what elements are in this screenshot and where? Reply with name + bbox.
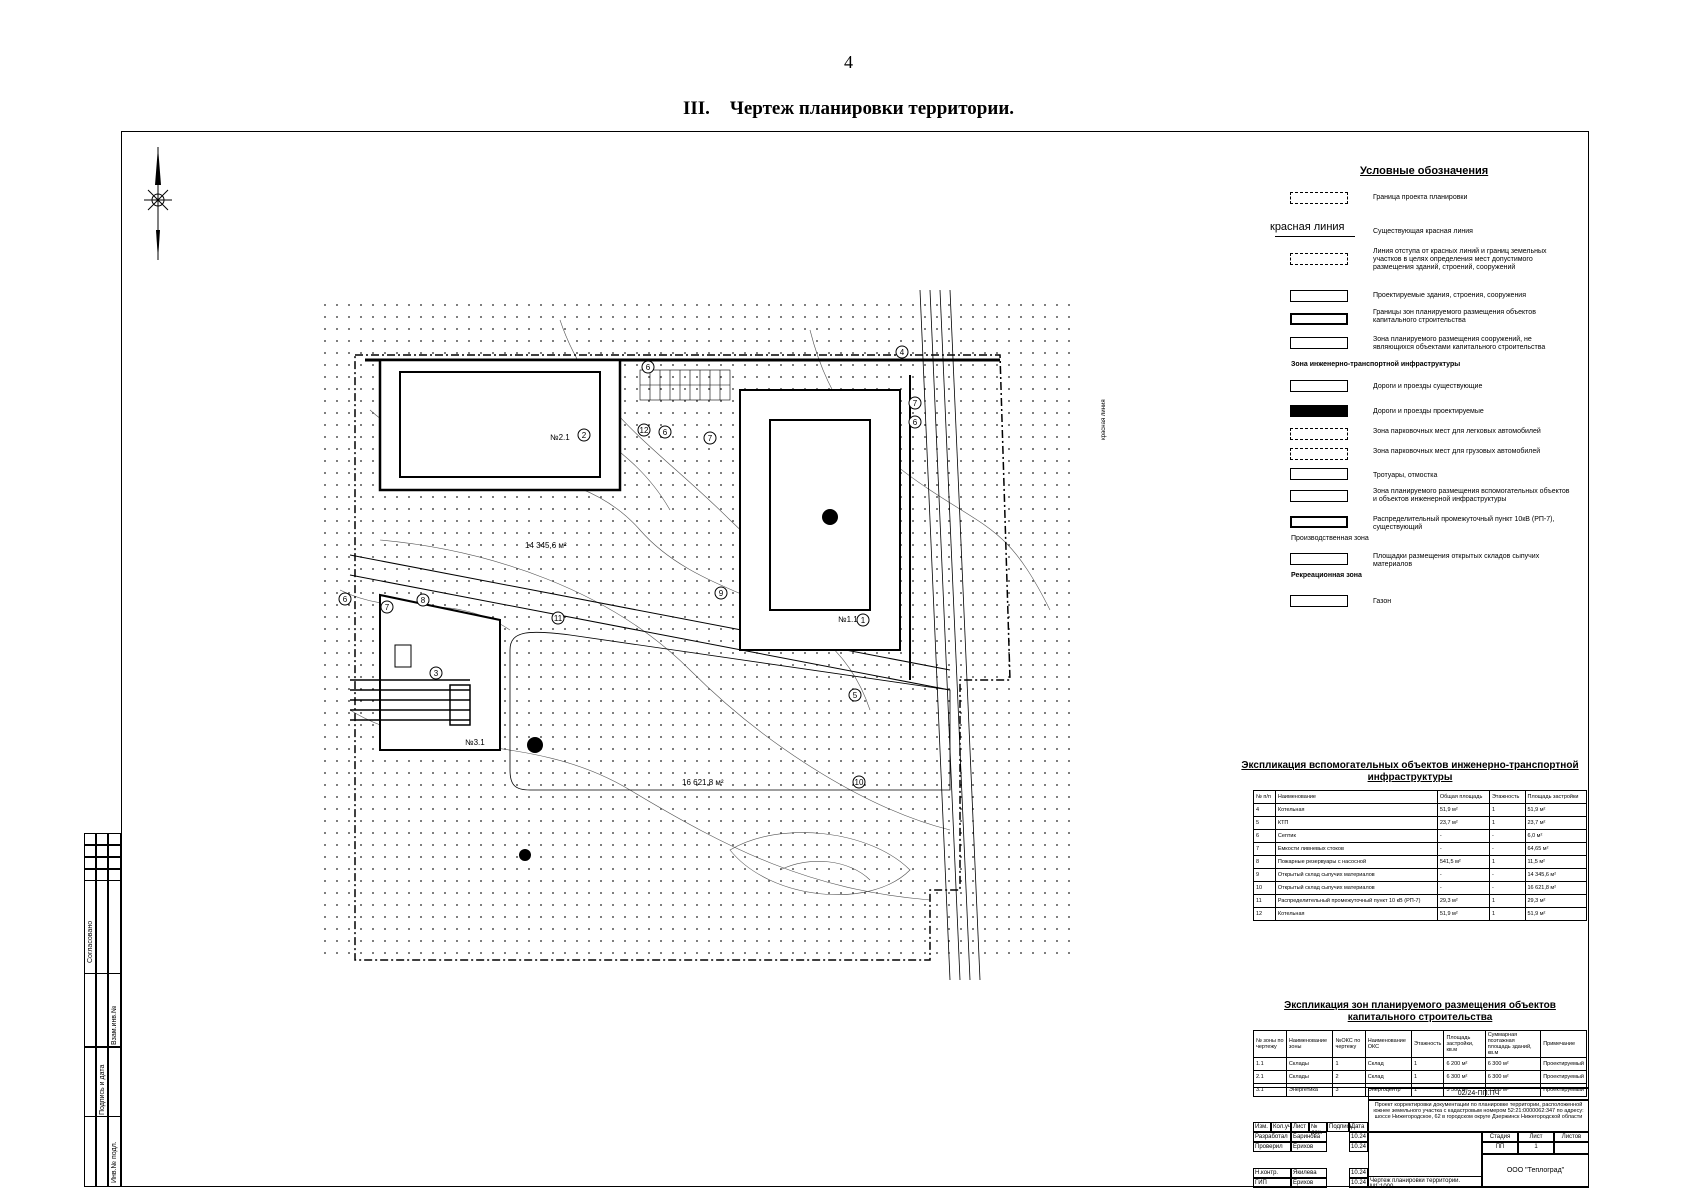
zone-label-3: №3.1 — [465, 738, 485, 747]
table-row — [1254, 804, 1587, 817]
marker-12: 12 — [639, 426, 649, 435]
legend-symbol-boundary — [1290, 192, 1348, 204]
left-approval-strip — [84, 833, 121, 1187]
stamp-date: 10.24 — [1351, 1170, 1367, 1176]
table-cell: - — [1489, 869, 1525, 882]
table-cell: 9 — [1254, 869, 1276, 882]
legend-item: Граница проекта планировки — [1373, 194, 1468, 201]
table-cell: 10 — [1254, 882, 1276, 895]
stamp-date: 10.24 — [1351, 1180, 1367, 1186]
aux-table-title: Экспликация вспомогательных объектов инженерно-транспортной инфраструктуры — [1241, 760, 1579, 783]
table-cell: - — [1489, 830, 1525, 843]
legend-item: Дороги и проезды существующие — [1373, 383, 1483, 390]
table-cell: 1 — [1489, 817, 1525, 830]
legend-symbol-parking-trucks — [1290, 448, 1348, 460]
table-cell: 3.1 — [1254, 1084, 1287, 1097]
col-header: Наименование зоны — [1286, 1031, 1333, 1058]
marker-6c: 6 — [662, 428, 668, 437]
page-title — [0, 98, 1697, 120]
table-header-row — [1254, 1031, 1587, 1058]
table-cell: - — [1437, 869, 1489, 882]
legend-symbol-structures — [1290, 337, 1348, 349]
marker-7a: 7 — [912, 399, 918, 408]
legend-item: Проектируемые здания, строения, сооружения — [1373, 292, 1527, 299]
col-header: Этажность — [1412, 1031, 1444, 1058]
table-cell: 6 200 м² — [1444, 1058, 1485, 1071]
table-cell: Склад — [1365, 1071, 1411, 1084]
stamp-col: Дата — [1349, 1122, 1368, 1132]
table-cell: 51,9 м² — [1437, 804, 1489, 817]
table-cell: 6 300 м² — [1444, 1071, 1485, 1084]
stamp-stage-label: Стадия — [1482, 1132, 1518, 1142]
col-header: Площадь застройки, кв.м — [1444, 1031, 1485, 1058]
table-cell: - — [1489, 882, 1525, 895]
table-cell: Септик — [1275, 830, 1437, 843]
legend-symbol-lawn — [1290, 595, 1348, 607]
legend-header-infra: Зона инженерно-транспортной инфраструктуры — [1291, 361, 1461, 368]
marker-8: 8 — [420, 596, 426, 605]
table-cell: 1.1 — [1254, 1058, 1287, 1071]
legend-item: Газон — [1373, 598, 1392, 605]
legend-symbol-open-storage — [1290, 553, 1348, 565]
table-cell: 1 — [1489, 908, 1525, 921]
marker-4: 4 — [899, 348, 905, 357]
col-header: № п/п — [1254, 791, 1276, 804]
table-cell: Пожарные резервуары с насосной — [1275, 856, 1437, 869]
col-header: Наименование ОКС — [1365, 1031, 1411, 1058]
stamp-role: Проверил — [1253, 1142, 1291, 1152]
table-cell: Проектируемый — [1541, 1071, 1587, 1084]
table-cell: 1 — [1489, 856, 1525, 869]
table-cell: 23,7 м² — [1525, 817, 1587, 830]
legend-item: Зона планируемого размещения сооружений, не являющихся объектами капитального строительства — [1373, 336, 1546, 351]
col-header: Примечание — [1541, 1031, 1587, 1058]
table-cell: Проектируемый — [1541, 1084, 1587, 1097]
table-cell: Склады — [1286, 1058, 1333, 1071]
table-cell: 6 — [1254, 830, 1276, 843]
table-cell: 29,3 м² — [1525, 895, 1587, 908]
page-number: 4 — [844, 52, 853, 72]
legend-symbol-sidewalks — [1290, 468, 1348, 480]
stamp-sheet: 1 — [1518, 1142, 1554, 1154]
strip-label-agreed: Согласовано — [87, 920, 94, 963]
legend-item: Зона парковочных мест для легковых автомобилей — [1373, 428, 1541, 435]
stamp-project: Проект корректировки документации по планировке территории, расположенной южнее земельного участка с кадастровым номером 52:21:0000062:347 по адресу: шоссе Нижегородское, 62 в городском округе Дзержинск Нижегородской области — [1368, 1100, 1589, 1132]
table-row — [1254, 1058, 1587, 1071]
legend-symbol-rp7 — [1290, 516, 1348, 528]
table-cell: Склады — [1286, 1071, 1333, 1084]
legend-symbol-zones — [1290, 313, 1348, 325]
table-cell: 1 — [1489, 895, 1525, 908]
legend-item: Зона парковочных мест для грузовых автомобилей — [1373, 448, 1541, 455]
table-row — [1254, 830, 1587, 843]
table-cell: Склад — [1365, 1058, 1411, 1071]
table-cell: Энергоцентр — [1365, 1084, 1411, 1097]
title-block — [1253, 1087, 1589, 1188]
legend-item: Площадки размещения открытых складов сыпучих материалов — [1373, 553, 1540, 568]
table-row — [1254, 869, 1587, 882]
stamp-col: Кол.уч. — [1273, 1124, 1293, 1130]
table-row — [1254, 1071, 1587, 1084]
legend-item: Распределительный промежуточный пункт 10кВ (РП-7), существующий — [1373, 516, 1555, 531]
marker-2: 2 — [581, 431, 587, 440]
stamp-col: Изм. — [1253, 1122, 1271, 1132]
table-row — [1254, 856, 1587, 869]
table-cell: 1 — [1412, 1058, 1444, 1071]
marker-7c: 7 — [384, 603, 390, 612]
table-cell: 6 300 м² — [1485, 1071, 1541, 1084]
marker-1: 1 — [860, 616, 866, 625]
legend-symbol-projected-roads — [1290, 405, 1348, 417]
stamp-col: Лист — [1291, 1122, 1309, 1132]
legend-symbol-parking-cars — [1290, 428, 1348, 440]
legend-item: Зона планируемого размещения вспомогательных объектов и объектов инженерной инфраструктуры — [1373, 488, 1570, 503]
table-cell: Котельная — [1275, 804, 1437, 817]
table-header-row — [1254, 791, 1587, 804]
marker-6d: 6 — [342, 595, 348, 604]
section-number: III. — [682, 98, 710, 119]
col-header: Суммарная поэтажная площадь зданий, кв.м — [1485, 1031, 1541, 1058]
col-header: № зоны по чертежу — [1254, 1031, 1287, 1058]
table-cell: 6,0 м² — [1525, 830, 1587, 843]
plan-red-line-label: красная линия — [1101, 399, 1107, 440]
legend-red-line-stroke — [1275, 236, 1355, 237]
col-header: Площадь застройки — [1525, 791, 1587, 804]
legend-header-recreation: Рекреационная зона — [1291, 572, 1362, 579]
table-cell: 7 — [1254, 843, 1276, 856]
stamp-date: 10.24 — [1351, 1144, 1367, 1150]
table-cell: 11 — [1254, 895, 1276, 908]
table-cell: 1 — [1412, 1071, 1444, 1084]
area-label-2: 16 621,8 м² — [682, 778, 724, 787]
stamp-company: ООО "Теплоград" — [1482, 1154, 1589, 1188]
legend-red-line-symbol: красная линия — [1270, 221, 1345, 233]
table-cell: 14 345,6 м² — [1525, 869, 1587, 882]
col-header: Общая площадь — [1437, 791, 1489, 804]
table-cell: 3 500 м² — [1444, 1084, 1485, 1097]
marker-9: 9 — [718, 589, 724, 598]
table-cell: 29,3 м² — [1437, 895, 1489, 908]
table-cell: КТП — [1275, 817, 1437, 830]
stamp-person: Якилева — [1291, 1168, 1327, 1178]
table-cell: 1 — [1333, 1058, 1365, 1071]
zone-label-2: №2.1 — [550, 433, 570, 442]
table-row — [1254, 817, 1587, 830]
table-row — [1254, 882, 1587, 895]
zone-label-1: №1.1 — [838, 615, 858, 624]
table-cell: 51,9 м² — [1525, 804, 1587, 817]
stamp-sheet-label: Лист — [1518, 1132, 1554, 1142]
legend-title: Условные обозначения — [1360, 165, 1489, 177]
legend-item: Дороги и проезды проектируемые — [1373, 408, 1484, 415]
table-cell: - — [1437, 843, 1489, 856]
table-cell: Открытый склад сыпучих материалов — [1275, 869, 1437, 882]
table-row — [1254, 908, 1587, 921]
table-cell: Котельная — [1275, 908, 1437, 921]
north-compass-icon — [140, 145, 176, 265]
stamp-person: Ерихов — [1291, 1178, 1327, 1188]
table-cell: Энергетика — [1286, 1084, 1333, 1097]
strip-label-sign: Подпись и дата — [99, 1064, 106, 1115]
table-cell: 64,65 м² — [1525, 843, 1587, 856]
stamp-col: Подпись — [1329, 1124, 1353, 1130]
table-cell: 51,9 м² — [1525, 908, 1587, 921]
section-title: Чертеж планировки территории. — [729, 98, 1015, 119]
legend-item: Тротуары, отмостка — [1373, 472, 1438, 479]
table-cell: - — [1437, 830, 1489, 843]
col-header: Этажность — [1489, 791, 1525, 804]
table-cell: 4 — [1254, 804, 1276, 817]
stamp-code: 02/24-ПП.ПЧ — [1368, 1088, 1589, 1100]
table-cell: 2.1 — [1254, 1071, 1287, 1084]
stamp-date: 10.24 — [1351, 1134, 1367, 1140]
table-cell: 51,9 м² — [1437, 908, 1489, 921]
stamp-sheet-name: Чертеж планировки территории. М1:1000 — [1368, 1176, 1482, 1188]
table-cell: 8 — [1254, 856, 1276, 869]
marker-3: 3 — [433, 669, 439, 678]
table-cell: 5 — [1254, 817, 1276, 830]
table-cell: - — [1437, 882, 1489, 895]
table-cell: 23,7 м² — [1437, 817, 1489, 830]
stamp-sheets-label: Листов — [1554, 1132, 1589, 1142]
legend-header-production: Производственная зона — [1291, 535, 1369, 542]
stamp-role: Разработал — [1253, 1132, 1291, 1142]
stamp-role: ГИП — [1253, 1178, 1291, 1188]
table-cell: 2 — [1333, 1071, 1365, 1084]
stamp-person: Ерихов — [1291, 1142, 1327, 1152]
table-cell: 12 — [1254, 908, 1276, 921]
table-cell: Проектируемый — [1541, 1058, 1587, 1071]
marker-6b: 6 — [912, 418, 918, 427]
stamp-stage: ПП — [1482, 1142, 1518, 1154]
strip-label-inv: Инв.№ подл. — [111, 1141, 118, 1183]
zone-table-title: Экспликация зон планируемого размещения объектов капитального строительства — [1284, 1000, 1556, 1023]
site-plan — [310, 290, 1110, 980]
table-cell: 16 621,8 м² — [1525, 882, 1587, 895]
stamp-person: Баринова — [1291, 1132, 1327, 1142]
col-header: Наименование — [1275, 791, 1437, 804]
table-cell: Распределительный промежуточный пункт 10 кВ (РП-7) — [1275, 895, 1437, 908]
col-header: №ОКС по чертежу — [1333, 1031, 1365, 1058]
marker-5: 5 — [852, 691, 858, 700]
legend-item: Существующая красная линия — [1373, 228, 1473, 235]
legend-item: Границы зон планируемого размещения объектов капитального строительства — [1373, 309, 1536, 324]
table-row — [1254, 895, 1587, 908]
area-label-1: 14 345,6 м² — [525, 541, 567, 550]
table-row — [1254, 843, 1587, 856]
table-cell: 1 — [1412, 1084, 1444, 1097]
marker-7b: 7 — [707, 434, 713, 443]
table-cell: 1 — [1489, 804, 1525, 817]
table-cell: 3 500 м² — [1485, 1084, 1541, 1097]
marker-11: 11 — [553, 614, 563, 623]
legend-symbol-aux-zone — [1290, 490, 1348, 502]
aux-objects-table — [1253, 790, 1587, 921]
marker-6a: 6 — [645, 363, 651, 372]
legend-item: Линия отступа от красных линий и границ земельных участков в целях определения мест допустимого размещения зданий, строений, сооружений — [1373, 248, 1547, 271]
table-cell: 11,5 м² — [1525, 856, 1587, 869]
table-cell: 541,5 м² — [1437, 856, 1489, 869]
table-cell: 6 300 м² — [1485, 1058, 1541, 1071]
legend-symbol-buildings — [1290, 290, 1348, 302]
legend-symbol-existing-roads — [1290, 380, 1348, 392]
legend-symbol-setback — [1290, 253, 1348, 265]
table-cell: Емкости ливневых стоков — [1275, 843, 1437, 856]
strip-label-replace: Взам.инв.№ — [111, 1005, 118, 1045]
table-cell: Открытый склад сыпучих материалов — [1275, 882, 1437, 895]
stamp-col: № док. — [1309, 1122, 1327, 1132]
stamp-role: Н.контр. — [1253, 1168, 1291, 1178]
table-cell: 3 — [1333, 1084, 1365, 1097]
marker-10: 10 — [854, 778, 864, 787]
table-cell: - — [1489, 843, 1525, 856]
stamp-sheets — [1554, 1142, 1589, 1154]
